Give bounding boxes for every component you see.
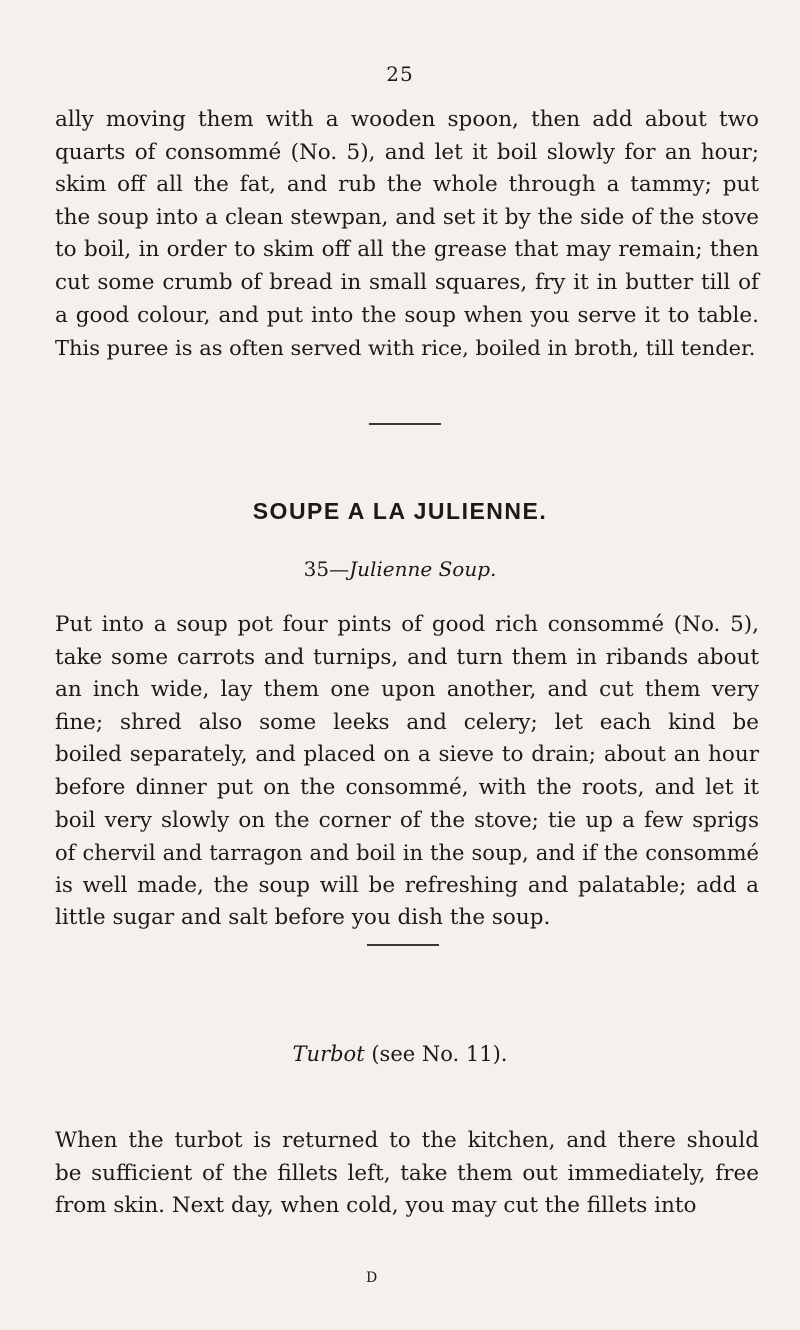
page-number: 25: [386, 62, 414, 86]
section-divider-2: [367, 944, 439, 946]
text-line: is well made, the soup will be refreshing and palatable; add a: [55, 872, 759, 898]
turbot-reference: (see No. 11).: [371, 1042, 508, 1066]
text-line: a good colour, and put into the soup when you serve it to table.: [55, 302, 759, 328]
text-line: skim off all the fat, and rub the whole through a tammy; put: [55, 172, 759, 198]
turbot-heading: [0, 1042, 800, 1066]
text-line: an inch wide, lay them one upon another, and cut them very: [55, 677, 759, 703]
julienne-paragraph: [55, 609, 759, 935]
text-line: of chervil and tarragon and boil in the soup, and if the consommé: [55, 840, 759, 866]
turbot-name: Turbot: [292, 1042, 365, 1066]
text-line: This pureе is as often served with rice, boiled in broth, till tender.: [55, 336, 756, 361]
recipe-name: Julienne Soup.: [349, 557, 497, 581]
text-line: cut some crumb of bread in small squares, fry it in butter till of: [55, 269, 759, 295]
text-line: quarts of consommé (No. 5), and let it boil slowly for an hour;: [55, 139, 759, 165]
text-line: to boil, in order to skim off all the grease that may remain; then: [55, 237, 759, 263]
section-title: SOUPE A LA JULIENNE.: [252, 498, 548, 524]
recipe-number: 35—: [303, 557, 350, 581]
text-line: ally moving them with a wooden spoon, then add about two: [55, 107, 759, 132]
text-line: boiled separately, and placed on a sieve to drain; about an hour: [55, 742, 759, 768]
continued-paragraph: [55, 104, 759, 365]
text-line: Put into a soup pot four pints of good rich consommé (No. 5),: [55, 612, 759, 637]
text-line: When the turbot is returned to the kitchen, and there should: [55, 1128, 759, 1153]
text-line: fine; shred also some leeks and celery; let each kind be: [55, 709, 759, 735]
text-line: be sufficient of the fillets left, take them out immediately, free: [55, 1160, 759, 1186]
text-line: before dinner put on the consommé, with the roots, and let it: [55, 774, 759, 800]
text-line: the soup into a clean stewpan, and set it by the side of the stove: [55, 204, 759, 230]
text-line: little sugar and salt before you dish the soup.: [55, 905, 551, 931]
section-subtitle: [0, 557, 800, 581]
section-divider: [369, 423, 441, 425]
text-line: boil very slowly on the corner of the stove; tie up a few sprigs: [55, 807, 759, 833]
text-line: from skin. Next day, when cold, you may cut the fillets into: [55, 1193, 697, 1219]
signature-mark: D: [366, 1270, 378, 1286]
text-line: take some carrots and turnips, and turn them in ribands about: [55, 644, 759, 670]
turbot-paragraph: [55, 1125, 759, 1223]
